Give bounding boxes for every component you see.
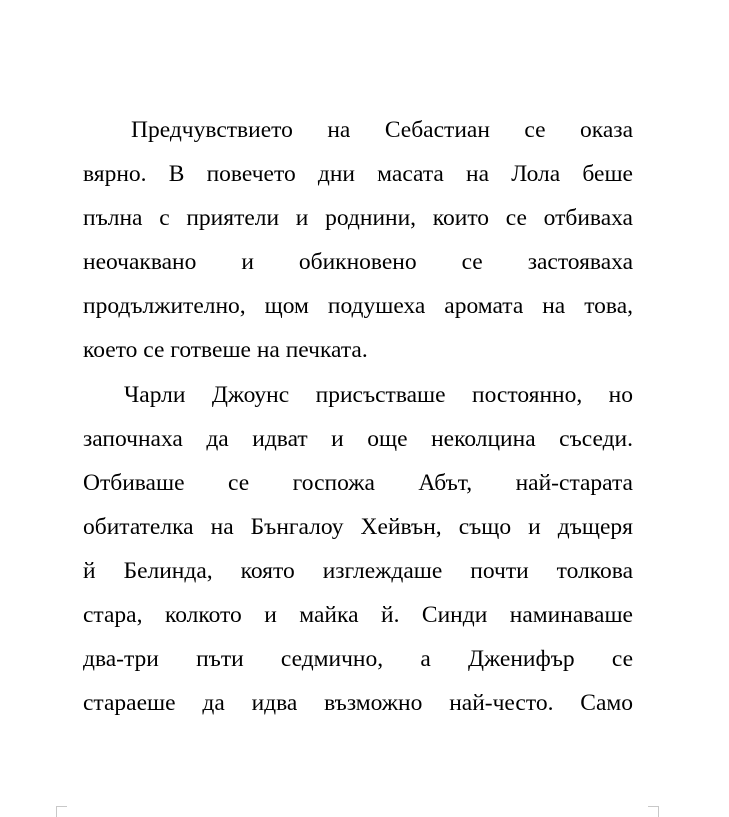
text-line: Отбиваше се госпожа Абът, най-старата xyxy=(83,469,633,496)
crop-mark-bottom-left xyxy=(56,806,67,817)
text-line: продължително, щом подушеха аромата на това, xyxy=(83,293,633,320)
text-line: вярно. В повечето дни масата на Лола беше xyxy=(83,161,633,188)
document-text xyxy=(83,108,633,725)
text-line: й Белинда, която изглеждаше почти толкова xyxy=(83,557,633,584)
text-line: стара, колкото и майка й. Синди наминаваше xyxy=(83,602,633,629)
paragraph-2 xyxy=(83,373,633,726)
text-line: пълна с приятели и роднини, които се отбиваха xyxy=(83,205,633,232)
text-line: стараеше да идва възможно най-често. Само xyxy=(83,690,633,717)
text-line: Предчувствието на Себастиан се оказа xyxy=(131,117,633,143)
text-line: неочаквано и обикновено се застояваха xyxy=(83,249,633,276)
paragraph-1 xyxy=(83,108,633,373)
text-line: което се готвеше на печката. xyxy=(83,337,368,364)
text-line: обитателка на Бънгалоу Хейвън, също и дъщеря xyxy=(83,513,633,540)
text-line: два-три пъти седмично, а Дженифър се xyxy=(83,646,633,673)
text-line: Чарли Джоунс присъстваше постоянно, но xyxy=(124,381,633,408)
crop-mark-bottom-right xyxy=(648,806,659,817)
text-line: започнаха да идват и още неколцина съседи. xyxy=(83,425,633,452)
